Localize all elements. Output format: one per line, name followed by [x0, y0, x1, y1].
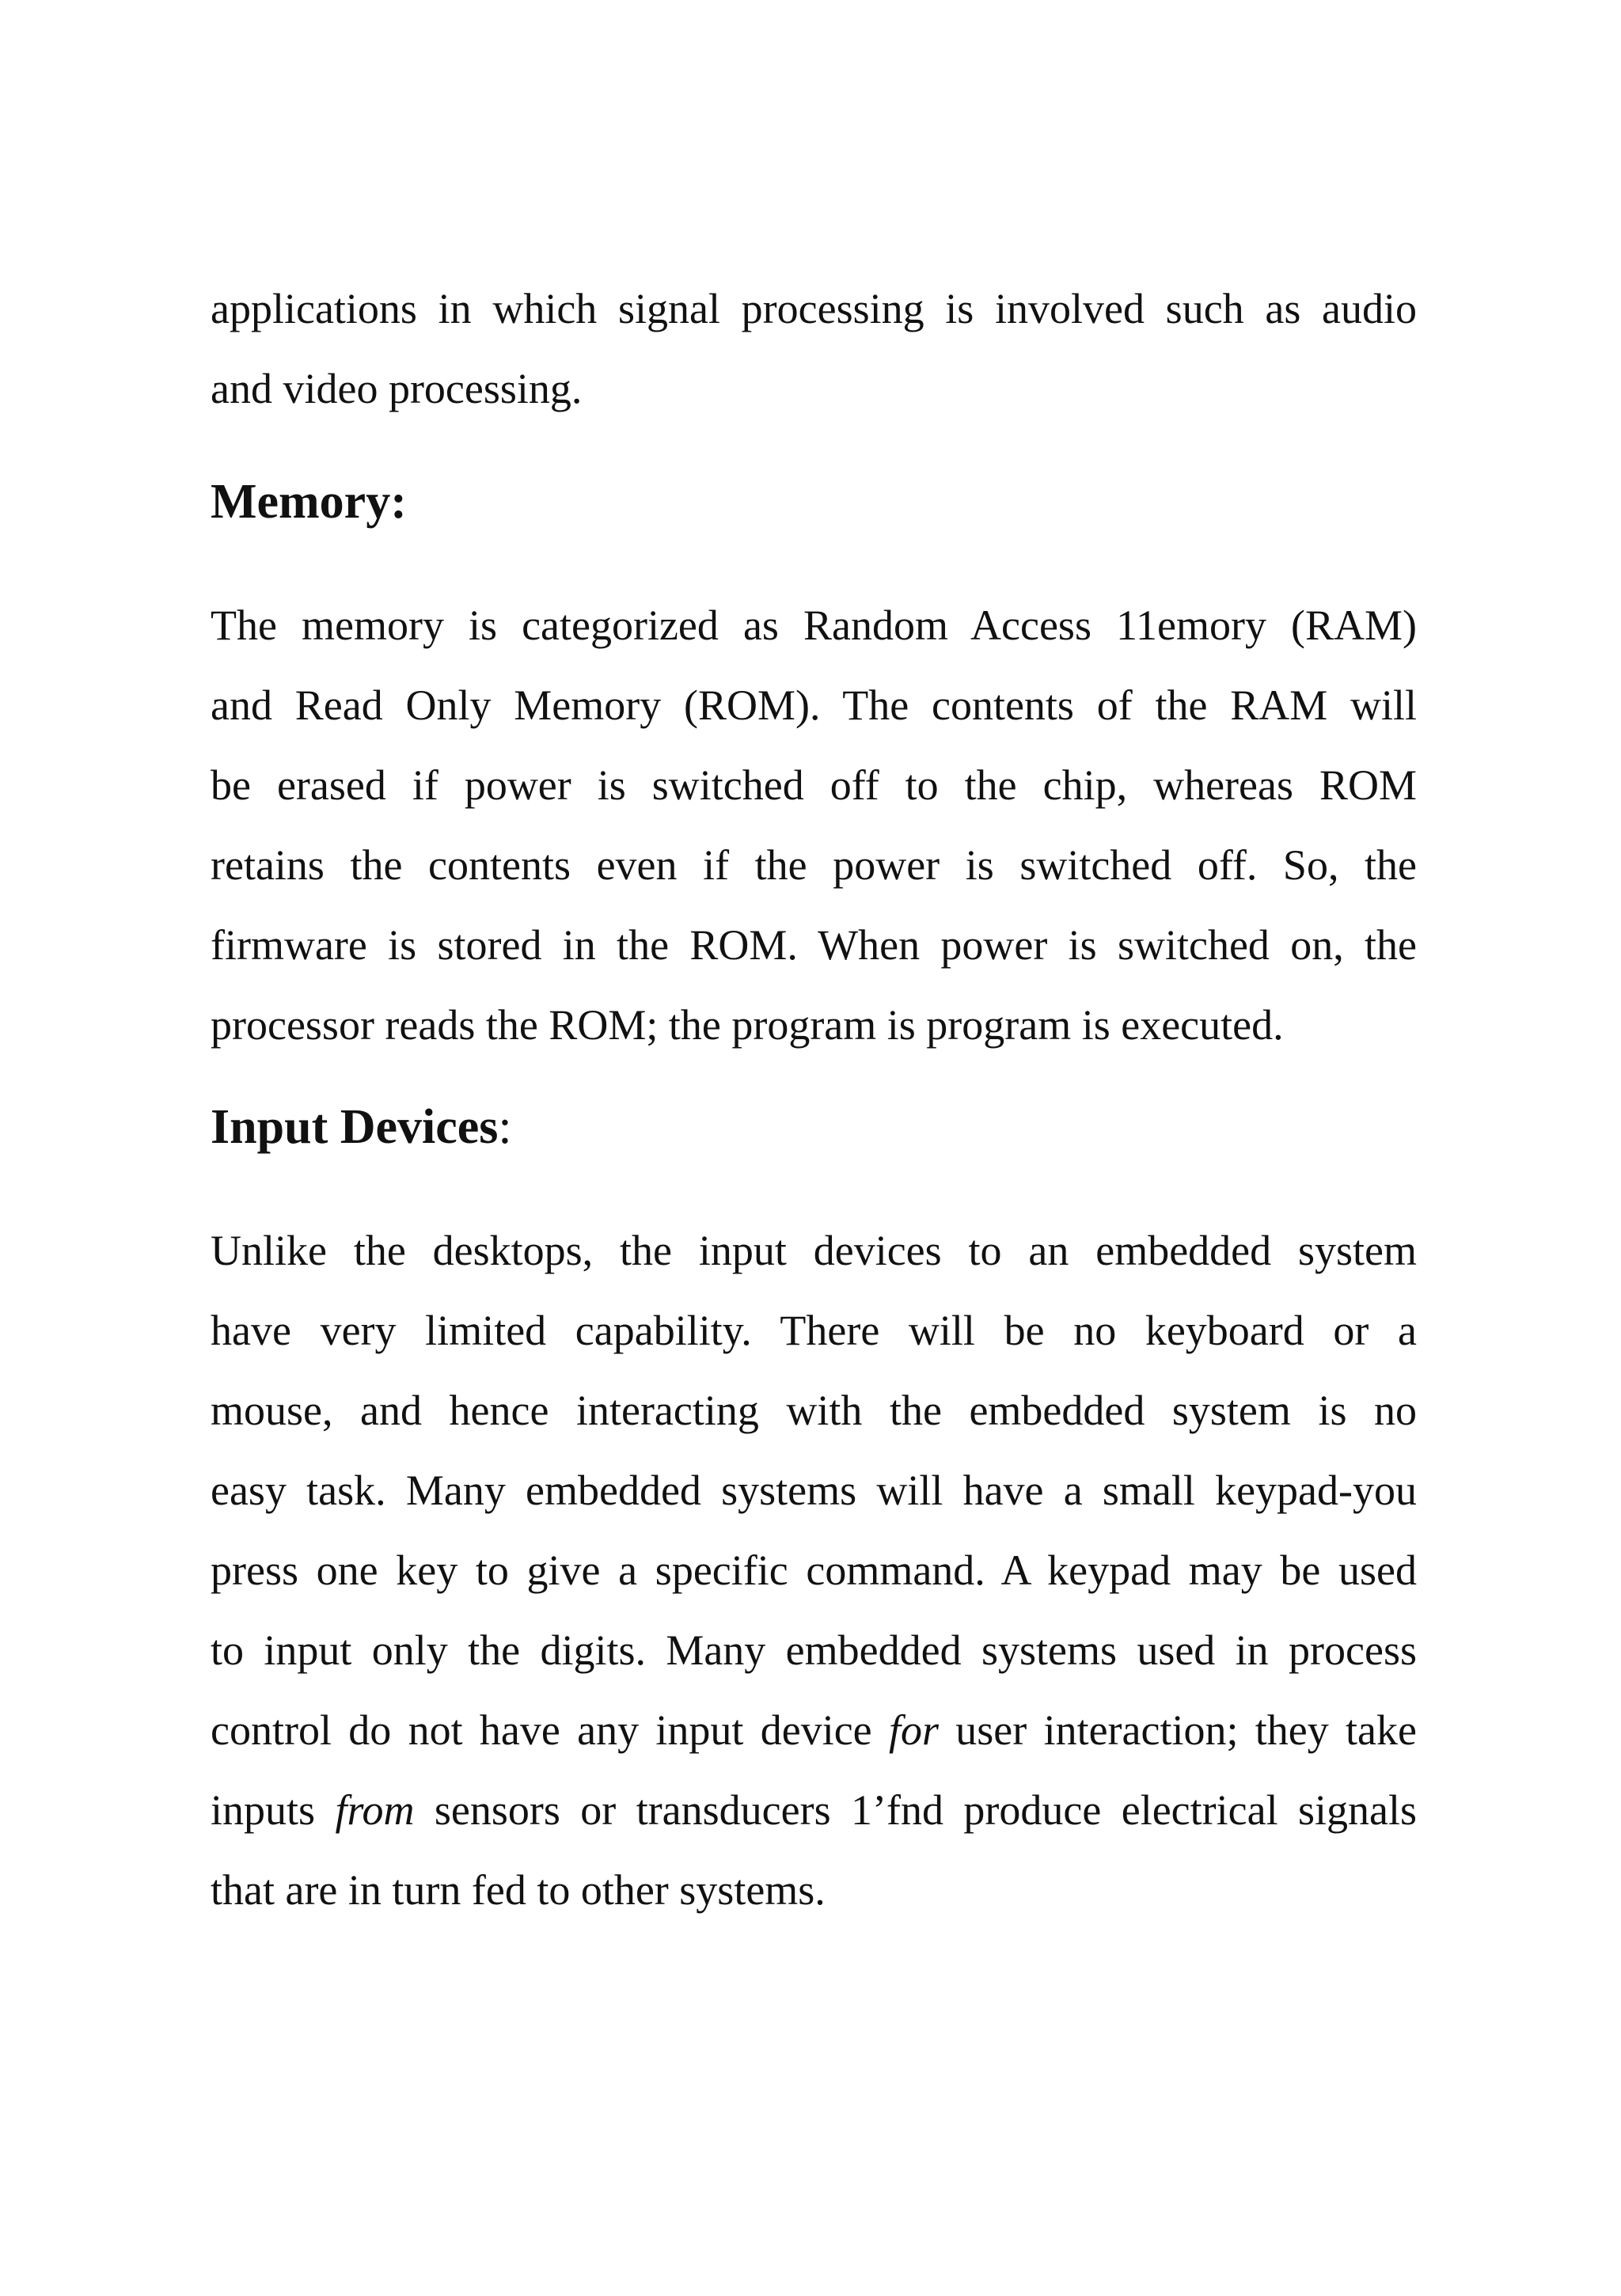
- text-line: firmware is stored in the ROM. When power is switched on, the: [211, 921, 1417, 969]
- text-line: and Read Only Memory (ROM). The contents of the RAM will: [211, 681, 1417, 729]
- text-line: processor reads the ROM; the program is program is executed.: [211, 1001, 1284, 1049]
- input-devices-paragraph: [211, 1211, 1417, 1930]
- text-line: to input only the digits. Many embedded systems used in process: [211, 1626, 1417, 1674]
- text-fragment: user interaction; they take: [938, 1706, 1417, 1754]
- italic-word: from: [335, 1786, 415, 1834]
- text-line: [211, 1770, 1417, 1850]
- text-line: mouse, and hence interacting with the embedded system is no: [211, 1387, 1417, 1434]
- memory-paragraph: [211, 586, 1417, 1065]
- text-fragment: control do not have any input device: [211, 1706, 889, 1754]
- text-line: applications in which signal processing is involved such as audio: [211, 285, 1417, 332]
- text-line: The memory is categorized as Random Access 11emory (RAM): [211, 602, 1417, 649]
- text-line: be erased if power is switched off to the chip, whereas ROM: [211, 761, 1417, 809]
- text-line: [211, 1691, 1417, 1770]
- input-devices-heading-text: Input Devices: [211, 1100, 499, 1154]
- text-line: Unlike the desktops, the input devices to an embedded system: [211, 1227, 1417, 1274]
- input-devices-heading: [211, 1095, 1417, 1159]
- text-line: and video processing.: [211, 365, 583, 412]
- text-fragment: sensors or transducers 1’fnd produce electrical signals: [414, 1786, 1417, 1834]
- text-line: that are in turn fed to other systems.: [211, 1866, 826, 1914]
- text-line: retains the contents even if the power is switched off. So, the: [211, 841, 1417, 889]
- italic-word: for: [888, 1706, 939, 1754]
- memory-heading: Memory:: [211, 475, 407, 529]
- page-content: [211, 269, 1417, 1930]
- text-line: easy task. Many embedded systems will have a small keypad-you: [211, 1467, 1417, 1514]
- text-fragment: inputs: [211, 1786, 336, 1834]
- text-line: have very limited capability. There will be no keyboard or a: [211, 1307, 1417, 1354]
- intro-paragraph: [211, 269, 1417, 429]
- text-line: press one key to give a specific command. A keypad may be used: [211, 1546, 1417, 1594]
- heading-colon: :: [498, 1100, 512, 1154]
